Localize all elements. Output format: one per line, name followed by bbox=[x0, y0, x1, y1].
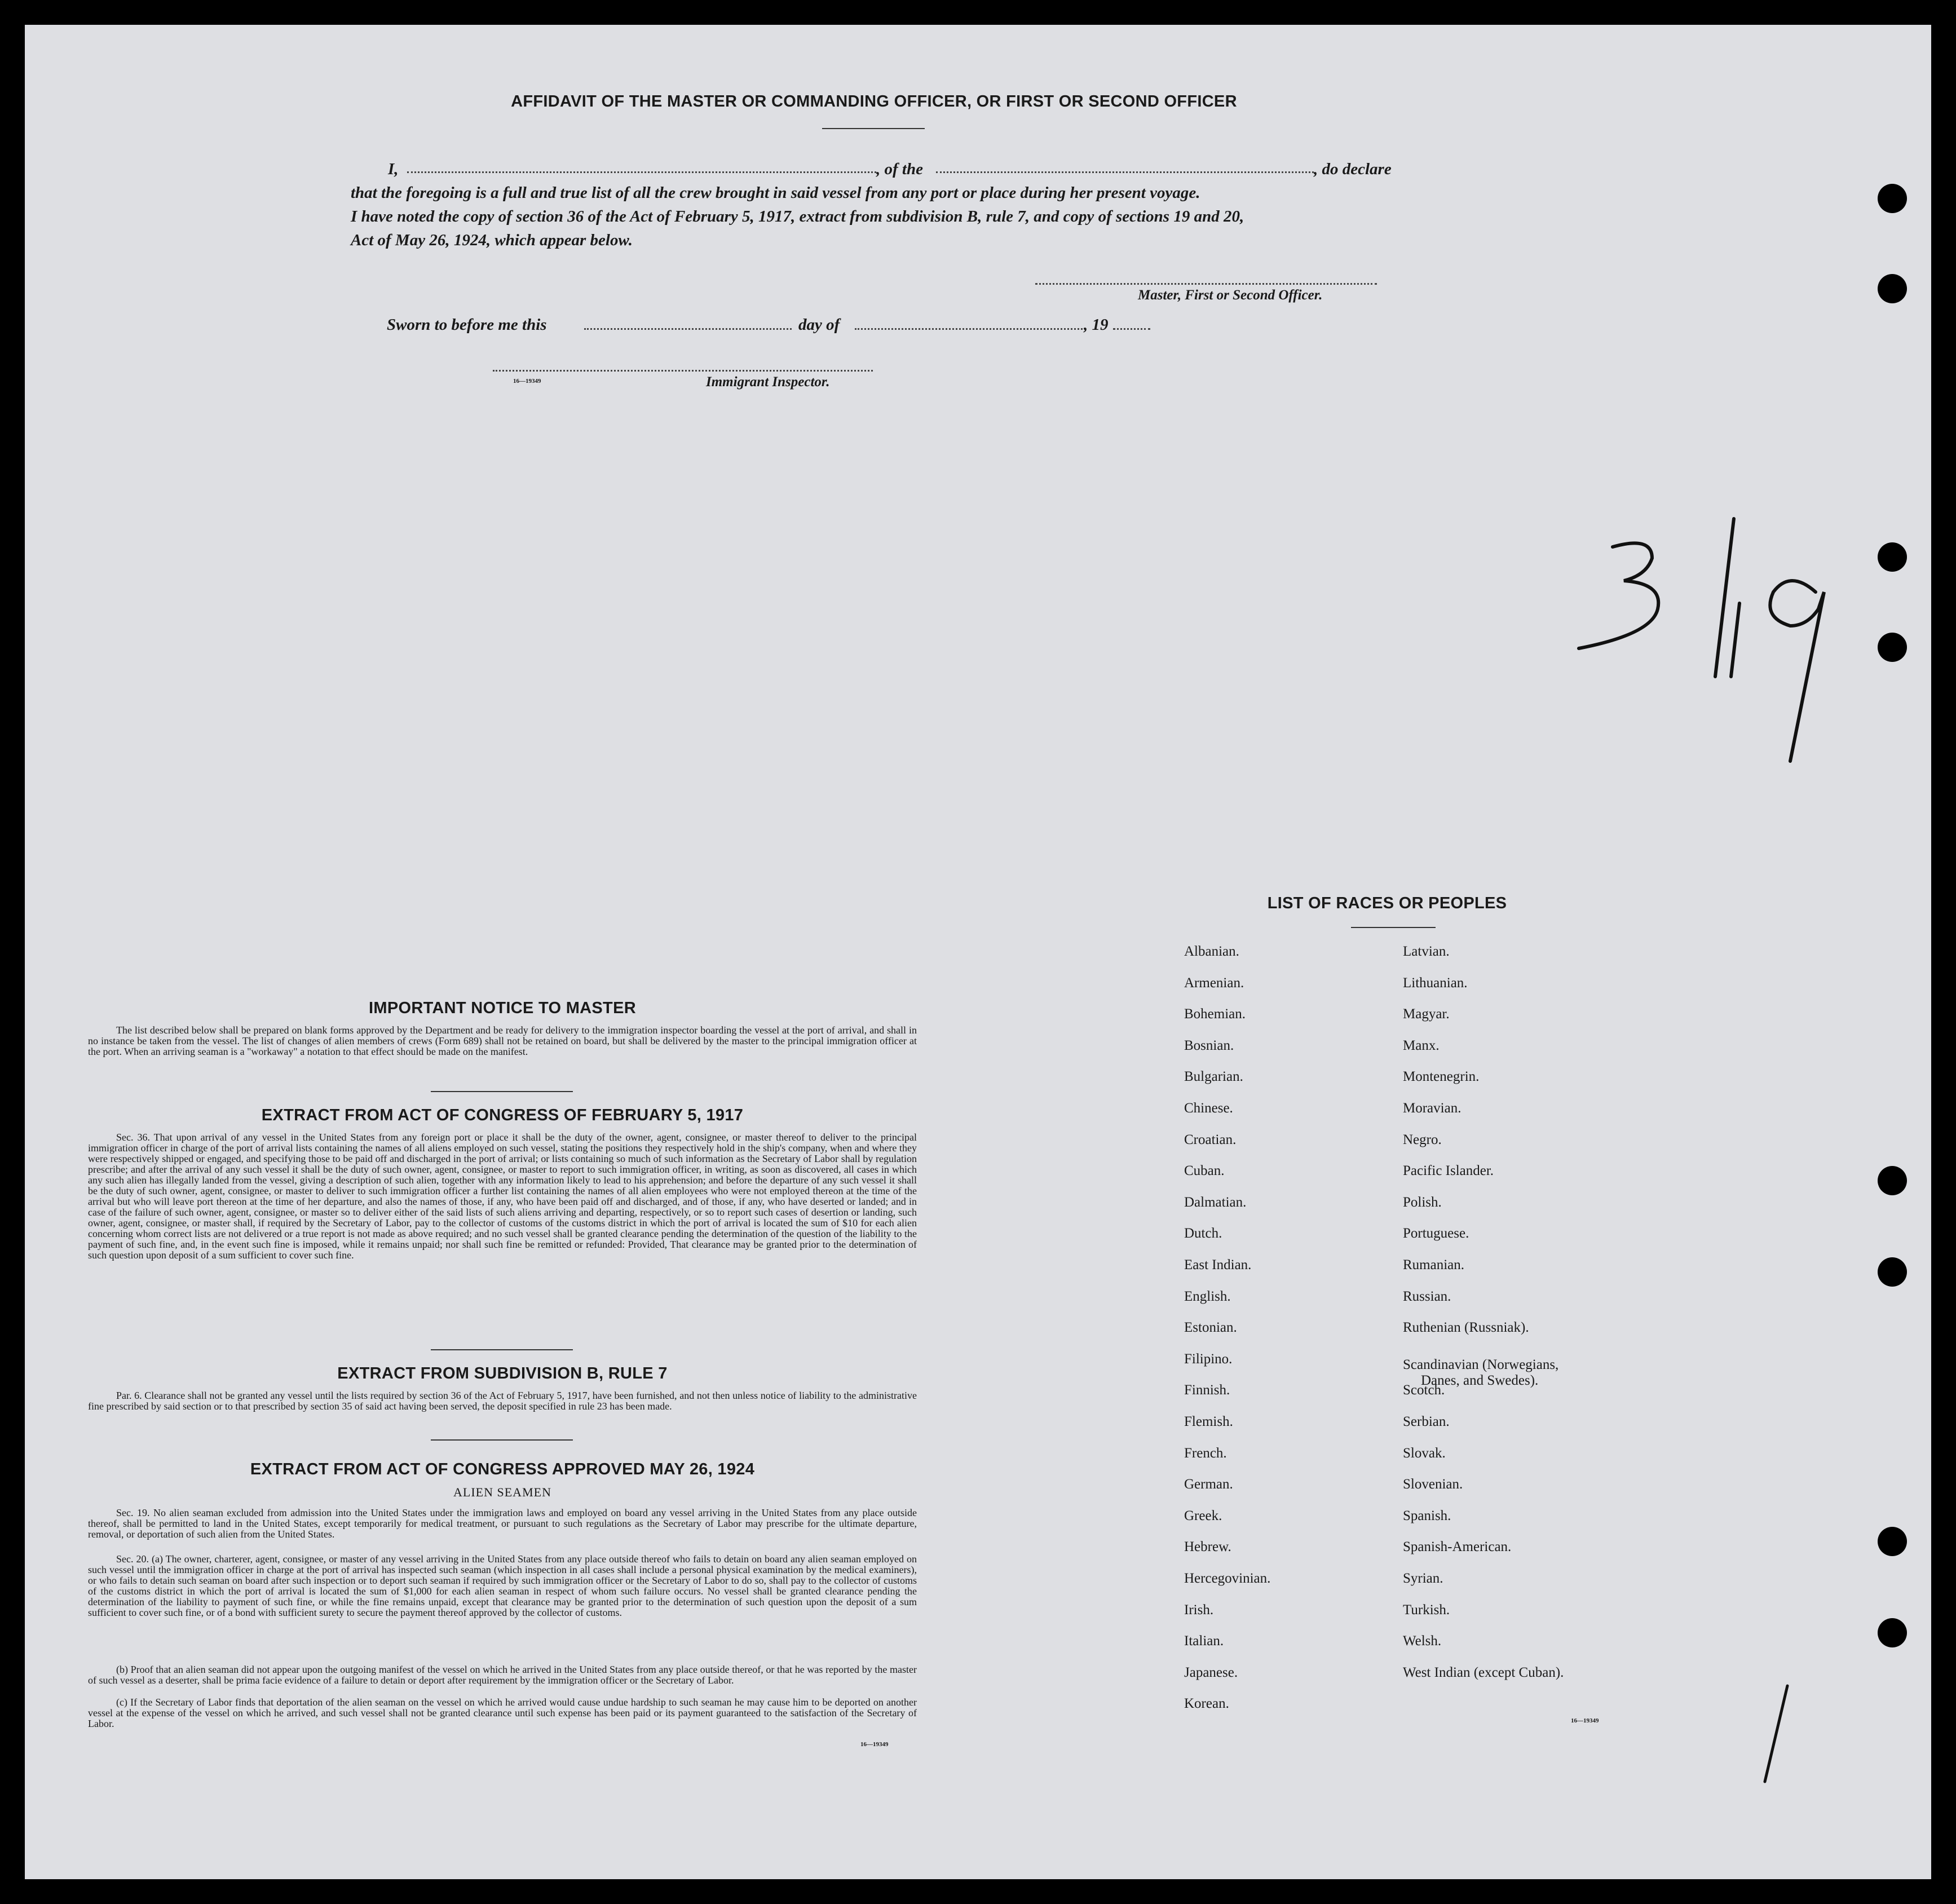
race-item: Magyar. bbox=[1403, 1006, 1450, 1022]
binder-hole bbox=[1878, 633, 1907, 662]
binder-hole bbox=[1878, 1527, 1907, 1556]
race-item: Irish. bbox=[1184, 1602, 1214, 1618]
race-item: Turkish. bbox=[1403, 1602, 1450, 1618]
race-item: Moravian. bbox=[1403, 1101, 1462, 1116]
races-title-rule bbox=[1351, 927, 1436, 928]
race-item: Danes, and Swedes). bbox=[1421, 1372, 1539, 1388]
race-item: Korean. bbox=[1184, 1696, 1229, 1712]
affidavit-line-2: that the foregoing is a full and true list of all the crew brought in said vessel from any port or place during her present voyage. bbox=[351, 184, 1200, 202]
extract-1917-body: Sec. 36. That upon arrival of any vessel in the United States from any foreign port or place it shall be the duty of the owner, agent, consignee, or master thereof to deliver to the principal immigration officer in charge of the port of arrival lists containing the names of all aliens employed on such vessel, stating the positions they respectively hold in the ship's company, when and where they were respectively shipped or engaged, and specifying those to be paid off and discharged in the port of arrival; or lists containing so much of such information as the Secretary of Labor shall by regulation prescribe; and after the arrival of any such vessel it shall be the duty of such owner, agent, consignee, or master to report to such immigration officer, in writing, as soon as discovered, all cases in which any such alien has illegally landed from the vessel, giving a description of such alien, together with any information likely to lead to his apprehension; and before the departure of any such vessel it shall be the duty of such owner, agent, consignee, or master to deliver to such immigration officer a further list containing the names of all alien employees who were not employed thereon at the time of the arrival but who will leave port thereon at the time of her departure, and also the names of those, if any, who have been paid off and discharged, and of those, if any, who have deserted or landed; and in case of the failure of such owner, agent, consignee, or master so to deliver either of the said lists of such aliens arriving and departing, respectively, or so to report such cases of desertion or landing, such owner, agent, consignee, or master shall, if required by the Secretary of Labor, pay to the collector of customs of the customs district in which the port of arrival is located the sum of $10 for each alien concerning whom correct lists are not delivered or a true report is not made as above required; and no such vessel shall be granted clearance pending the determination of the question of the liability to the payment of such fine, and, in the event such fine is imposed, while it remains unpaid; nor shall such fine be remitted or refunded: Provided, That clearance may be granted prior to the determination of such question upon deposit of a sum sufficient to cover such fine. bbox=[88, 1132, 917, 1261]
binder-hole bbox=[1878, 184, 1907, 213]
race-item: Slovak. bbox=[1403, 1445, 1446, 1461]
notice-rule bbox=[431, 1091, 573, 1092]
races-title: LIST OF RACES OR PEOPLES bbox=[1267, 894, 1507, 912]
affidavit-line-4: Act of May 26, 1924, which appear below. bbox=[351, 231, 633, 249]
extract-rule7-rule bbox=[431, 1439, 573, 1441]
extract-1924-subtitle: ALIEN SEAMEN bbox=[453, 1485, 551, 1499]
race-item: Flemish. bbox=[1184, 1414, 1233, 1429]
race-item: West Indian (except Cuban). bbox=[1403, 1664, 1564, 1680]
handwritten-mark bbox=[1754, 1680, 1799, 1787]
race-item: Rumanian. bbox=[1403, 1257, 1465, 1273]
race-item: Estonian. bbox=[1184, 1320, 1237, 1336]
race-item: Serbian. bbox=[1403, 1414, 1450, 1429]
race-item: Manx. bbox=[1403, 1037, 1440, 1053]
race-item: Filipino. bbox=[1184, 1351, 1233, 1367]
race-item: French. bbox=[1184, 1445, 1227, 1461]
race-item: German. bbox=[1184, 1477, 1233, 1492]
affidavit-of-the-label: , of the bbox=[876, 160, 923, 178]
notice-title: IMPORTANT NOTICE TO MASTER bbox=[369, 999, 636, 1017]
race-item: Armenian. bbox=[1184, 975, 1244, 991]
race-item: Syrian. bbox=[1403, 1571, 1443, 1586]
vessel-blank bbox=[936, 171, 1314, 173]
race-item: Dutch. bbox=[1184, 1226, 1222, 1242]
race-item: Spanish. bbox=[1403, 1508, 1451, 1523]
sworn-month-blank bbox=[855, 328, 1086, 330]
race-item: Bosnian. bbox=[1184, 1037, 1234, 1053]
race-item: Portuguese. bbox=[1403, 1226, 1469, 1242]
handwritten-number bbox=[1568, 507, 1849, 778]
binder-hole bbox=[1878, 1166, 1907, 1195]
race-item: Negro. bbox=[1403, 1132, 1442, 1147]
race-item: Latvian. bbox=[1403, 944, 1450, 959]
signature-blank bbox=[1035, 283, 1377, 285]
notice-body: The list described below shall be prepared on blank forms approved by the Department and be ready for delivery to the immigration inspector boarding the vessel at the port of arrival, and shall in no instance be taken from the vessel. The list of changes of alien members of crews (Form 689) shall not be retained on board, but shall be delivered by the master to the principal immigration officer at the port. When an arriving seaman is a "workaway" a notation to that effect should be made on the manifest. bbox=[88, 1024, 917, 1057]
affidavit-title-rule bbox=[822, 128, 925, 129]
sworn-label: Sworn to before me this bbox=[387, 316, 547, 334]
race-item: Russian. bbox=[1403, 1288, 1451, 1304]
signature-label: Master, First or Second Officer. bbox=[1138, 288, 1323, 303]
affidavit-line-3: I have noted the copy of section 36 of the Act of February 5, 1917, extract from subdivision B, rule 7, and copy of sections 19 and 20, bbox=[351, 207, 1244, 226]
race-item: Japanese. bbox=[1184, 1664, 1238, 1680]
race-item: Montenegrin. bbox=[1403, 1069, 1480, 1085]
extract-1924-sec19: Sec. 19. No alien seaman excluded from admission into the United States under the immigration laws and employed on board any vessel arriving in the United States from any place outside thereof, shall be permitted to land in the United States, except temporarily for medical treatment, or pursuant to such regulations as the Secretary of Labor may prescribe for the ultimate departure, removal, or deportation of such alien from the United States. bbox=[88, 1507, 917, 1540]
race-item: Greek. bbox=[1184, 1508, 1222, 1523]
inspector-label: Immigrant Inspector. bbox=[706, 374, 830, 390]
race-item: Slovenian. bbox=[1403, 1477, 1463, 1492]
affidavit-i-label: I, bbox=[388, 160, 399, 178]
race-item: Welsh. bbox=[1403, 1633, 1442, 1649]
affidavit-form-code: 16—19349 bbox=[513, 378, 541, 385]
races-form-code: 16—19349 bbox=[1571, 1717, 1599, 1724]
race-item: Albanian. bbox=[1184, 944, 1239, 959]
race-item: Bulgarian. bbox=[1184, 1069, 1243, 1085]
binder-hole bbox=[1878, 542, 1907, 572]
binder-hole bbox=[1878, 1257, 1907, 1287]
race-item: Spanish-American. bbox=[1403, 1539, 1512, 1555]
extract-1924-sec20b: (b) Proof that an alien seaman did not appear upon the outgoing manifest of the vessel on which he arrived in the United States from any place outside thereof, or that he was reported by the master of such vessel as a deserter, shall be prima facie evidence of a failure to detain or deport after requirement by the immigration officer or the Secretary of Labor. bbox=[88, 1664, 917, 1686]
race-item: Lithuanian. bbox=[1403, 975, 1468, 991]
year-prefix: , 19 bbox=[1084, 316, 1109, 334]
inspector-blank bbox=[493, 370, 873, 372]
name-blank bbox=[407, 171, 876, 173]
race-item: East Indian. bbox=[1184, 1257, 1252, 1273]
affidavit-declare-label: , do declare bbox=[1314, 160, 1392, 178]
race-item: Italian. bbox=[1184, 1633, 1224, 1649]
race-item: Croatian. bbox=[1184, 1132, 1237, 1147]
day-of-label: day of bbox=[798, 316, 840, 334]
race-item: Pacific Islander. bbox=[1403, 1163, 1494, 1179]
race-item: Bohemian. bbox=[1184, 1006, 1246, 1022]
binder-hole bbox=[1878, 1618, 1907, 1647]
race-item: Finnish. bbox=[1184, 1382, 1230, 1398]
race-item: Hebrew. bbox=[1184, 1539, 1231, 1555]
race-item: Cuban. bbox=[1184, 1163, 1225, 1179]
extract-form-code: 16—19349 bbox=[860, 1741, 889, 1748]
race-item: English. bbox=[1184, 1288, 1231, 1304]
race-item: Scotch. bbox=[1403, 1382, 1445, 1398]
extract-rule7-body: Par. 6. Clearance shall not be granted any vessel until the lists required by section 36 of the Act of February 5, 1917, have been furnished, and not then unless notice of liability to the administrative fine prescribed by said section or to that prescribed by section 35 of said act having been served, the deposit specified in rule 23 has been made. bbox=[88, 1390, 917, 1412]
extract-rule7-title: EXTRACT FROM SUBDIVISION B, RULE 7 bbox=[337, 1364, 668, 1382]
binder-hole bbox=[1878, 274, 1907, 303]
race-item: Polish. bbox=[1403, 1194, 1442, 1210]
extract-1924-sec20a: Sec. 20. (a) The owner, charterer, agent, consignee, or master of any vessel arriving in the United States from any place outside thereof who fails to detain on board any alien seaman employed on such vessel until the immigration officer in charge at the port of arrival has inspected such seaman (which inspection in all cases shall include a personal physical examination by the medical examiners), or who fails to detain such seaman on board after such inspection or to deport such seaman if required by such immigration officer or the Secretary of Labor to do so, shall pay to the collector of customs of the customs district in which the port of arrival is located the sum of $1,000 for each alien seaman in respect of whom such failure occurs. No vessel shall be granted clearance pending the determination of the liability to payment of such fine, or while the fine remains unpaid, except that clearance may be granted prior to the determination of such question upon the deposit of a sum sufficient to cover such fine, or of a bond with sufficient surety to secure the payment thereof approved by the collector of customs. bbox=[88, 1553, 917, 1618]
race-item: Dalmatian. bbox=[1184, 1194, 1247, 1210]
extract-1917-title: EXTRACT FROM ACT OF CONGRESS OF FEBRUARY 5, 1917 bbox=[261, 1106, 744, 1124]
extract-1924-sec20c: (c) If the Secretary of Labor finds that deportation of the alien seaman on the vessel on which he arrived would cause undue hardship to such seaman he may cause him to be deported on another vessel at the expense of the vessel on which he arrived, and such vessel shall not be granted clearance until such expense has been paid or its payment guaranteed to the satisfaction of the Secretary of Labor. bbox=[88, 1697, 917, 1729]
race-item: Ruthenian (Russniak). bbox=[1403, 1320, 1529, 1336]
race-item: Chinese. bbox=[1184, 1101, 1233, 1116]
race-item: Scandinavian (Norwegians, bbox=[1403, 1357, 1559, 1372]
race-item: Hercegovinian. bbox=[1184, 1571, 1271, 1586]
extract-1924-title: EXTRACT FROM ACT OF CONGRESS APPROVED MAY 26, 1924 bbox=[250, 1460, 755, 1478]
extract-1917-rule bbox=[431, 1349, 573, 1350]
sworn-day-blank bbox=[584, 328, 792, 330]
affidavit-title: AFFIDAVIT OF THE MASTER OR COMMANDING OFFICER, OR FIRST OR SECOND OFFICER bbox=[511, 92, 1237, 111]
sworn-year-blank bbox=[1113, 328, 1150, 330]
